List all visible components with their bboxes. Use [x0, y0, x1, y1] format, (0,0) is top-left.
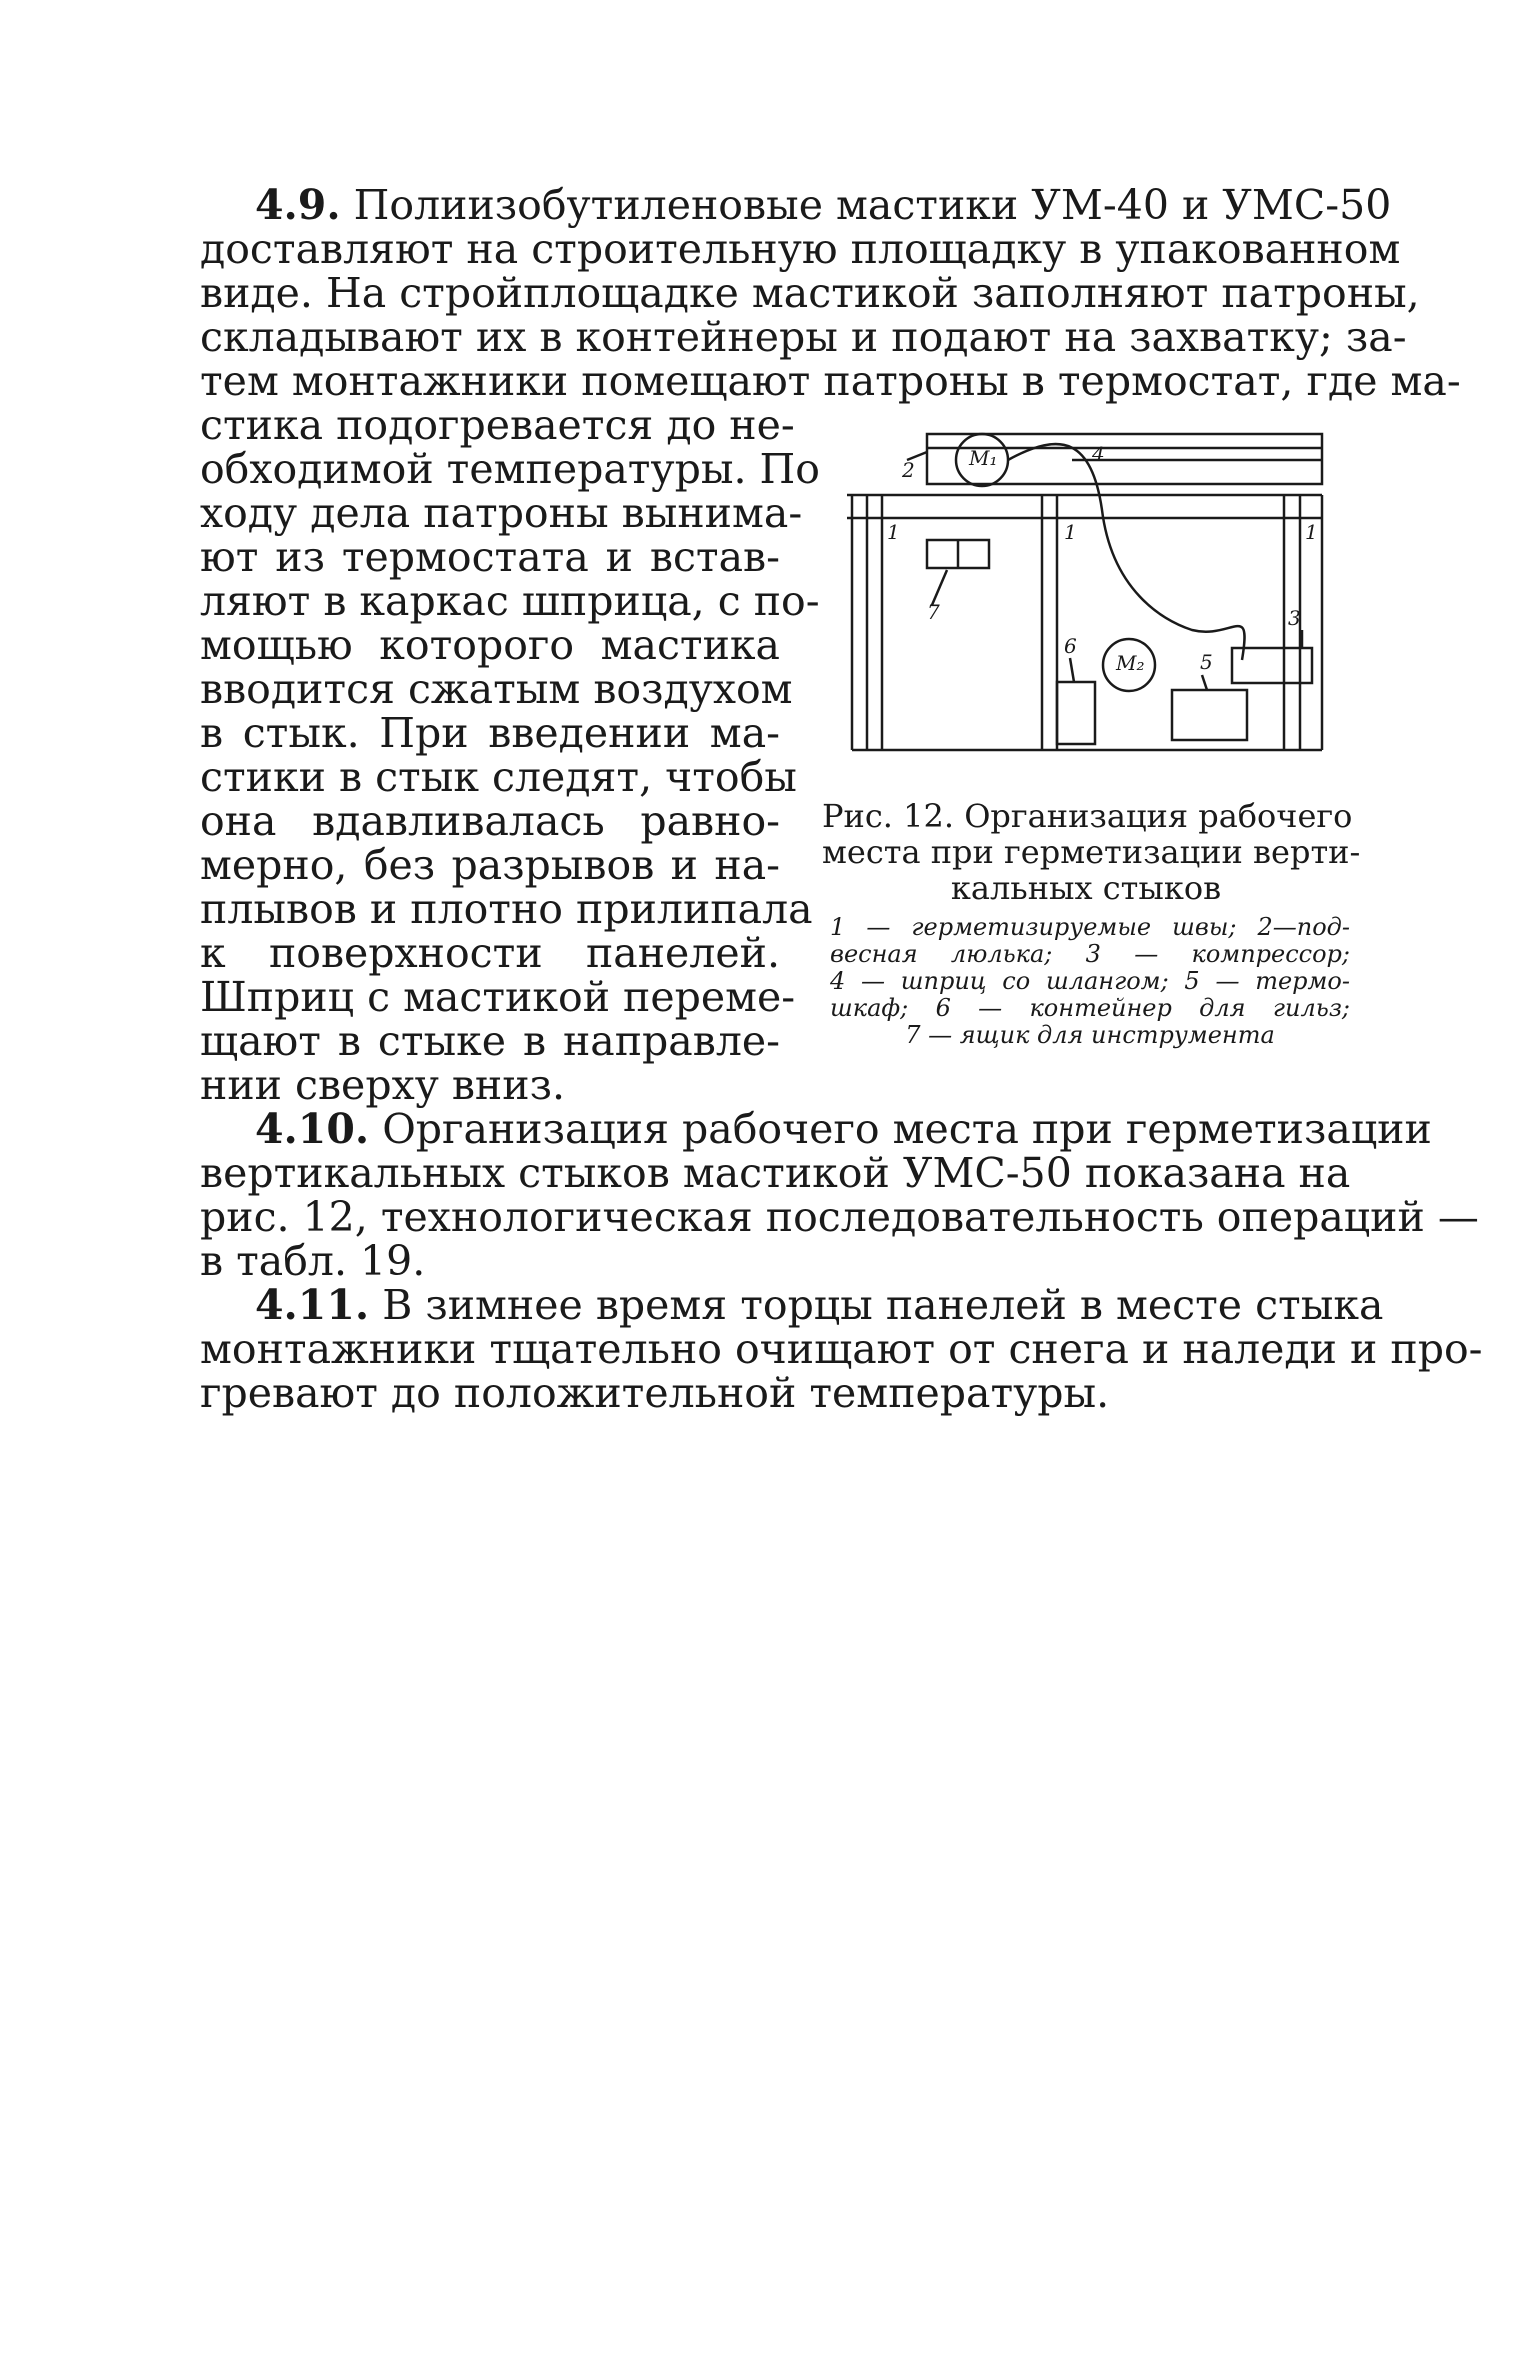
label-5: 5: [1200, 650, 1213, 674]
paragraph-4-9-line: в стык. При введении ма-: [200, 709, 780, 757]
paragraph-4-9-line: плывов и плотно прилипала: [200, 885, 813, 933]
paragraph-4-9-line: стика подогревается до не-: [200, 401, 795, 449]
figure-caption-line: Рис. 12. Организация рабочего: [822, 797, 1353, 835]
leader-5: [1202, 675, 1207, 690]
heat-cabinet: [1172, 690, 1247, 740]
paragraph-number: 4.9.: [255, 181, 341, 229]
paragraph-4-9-line: к поверхности панелей.: [200, 929, 780, 977]
paragraph-4-10-line: 4.10. Организация рабочего места при герметизации: [255, 1105, 1432, 1153]
paragraph-4-10-line: в табл. 19.: [200, 1237, 426, 1285]
figure-legend-line: 4 — шприц со шлангом; 5 — термо-: [830, 967, 1350, 995]
figure-legend-line: 1 — герметизируемые швы; 2—под-: [830, 913, 1350, 941]
figure-legend-line: шкаф; 6 — контейнер для гильз;: [830, 994, 1350, 1022]
label-2: 2: [902, 458, 915, 482]
paragraph-4-9-line: ходу дела патроны вынима-: [200, 489, 803, 537]
paragraph-4-9-line: Шприц с мастикой переме-: [200, 973, 796, 1021]
paragraph-4-9-line: мощью которого мастика: [200, 621, 780, 669]
label-1-middle: 1: [1064, 520, 1077, 544]
paragraph-4-9-line: она вдавливалась равно-: [200, 797, 780, 845]
figure-12-diagram: [832, 420, 1332, 760]
paragraph-4-9-line: 4.9. Полиизобутиленовые мастики УМ-40 и УМС-50: [255, 181, 1392, 229]
paragraph-4-9-line: тем монтажники помещают патроны в термостат, где ма-: [200, 357, 1461, 405]
figure-caption-line: места при герметизации верти-: [822, 833, 1361, 871]
paragraph-4-9-line: щают в стыке в направле-: [200, 1017, 780, 1065]
label-1-right: 1: [1305, 520, 1318, 544]
figure-legend-line: 7 — ящик для инструмента: [905, 1021, 1275, 1049]
label-4: 4: [1092, 442, 1105, 466]
paragraph-4-9-line: вводится сжатым воздухом: [200, 665, 793, 713]
paragraph-number: 4.11.: [255, 1281, 370, 1329]
figure-legend-line: весная люлька; 3 — компрессор;: [830, 940, 1350, 968]
paragraph-4-10-line: вертикальных стыков мастикой УМС-50 показана на: [200, 1149, 1351, 1197]
paragraph-4-11-line: 4.11. В зимнее время торцы панелей в месте стыка: [255, 1281, 1384, 1329]
paragraph-4-11-line: гревают до положительной температуры.: [200, 1369, 1110, 1417]
label-1-left: 1: [887, 520, 900, 544]
syringe-hose: [1008, 444, 1245, 660]
sleeve-container: [1057, 682, 1095, 744]
paragraph-4-9-line: нии сверху вниз.: [200, 1061, 565, 1109]
paragraph-4-9-line: складывают их в контейнеры и подают на захватку; за-: [200, 313, 1407, 361]
paragraph-4-9-line: виде. На стройплощадке мастикой заполняют патроны,: [200, 269, 1420, 317]
label-3: 3: [1288, 606, 1301, 630]
label-m2: M₂: [1116, 651, 1145, 675]
paragraph-4-9-line: ляют в каркас шприца, с по-: [200, 577, 820, 625]
paragraph-4-9-line: ют из термостата и встав-: [200, 533, 780, 581]
paragraph-4-9-line: доставляют на строительную площадку в упакованном: [200, 225, 1401, 273]
paragraph-4-10-line: рис. 12, технологическая последовательность операций —: [200, 1193, 1479, 1241]
figure-caption-line: кальных стыков: [950, 869, 1222, 907]
leader-6: [1070, 658, 1074, 682]
paragraph-4-11-line: монтажники тщательно очищают от снега и наледи и про-: [200, 1325, 1483, 1373]
paragraph-number: 4.10.: [255, 1105, 370, 1153]
label-6: 6: [1064, 634, 1077, 658]
label-7: 7: [927, 600, 940, 624]
label-m1: M₁: [969, 446, 998, 470]
paragraph-4-9-line: мерно, без разрывов и на-: [200, 841, 780, 889]
paragraph-4-9-line: обходимой температуры. По: [200, 445, 820, 493]
paragraph-4-9-line: стики в стык следят, чтобы: [200, 753, 797, 801]
